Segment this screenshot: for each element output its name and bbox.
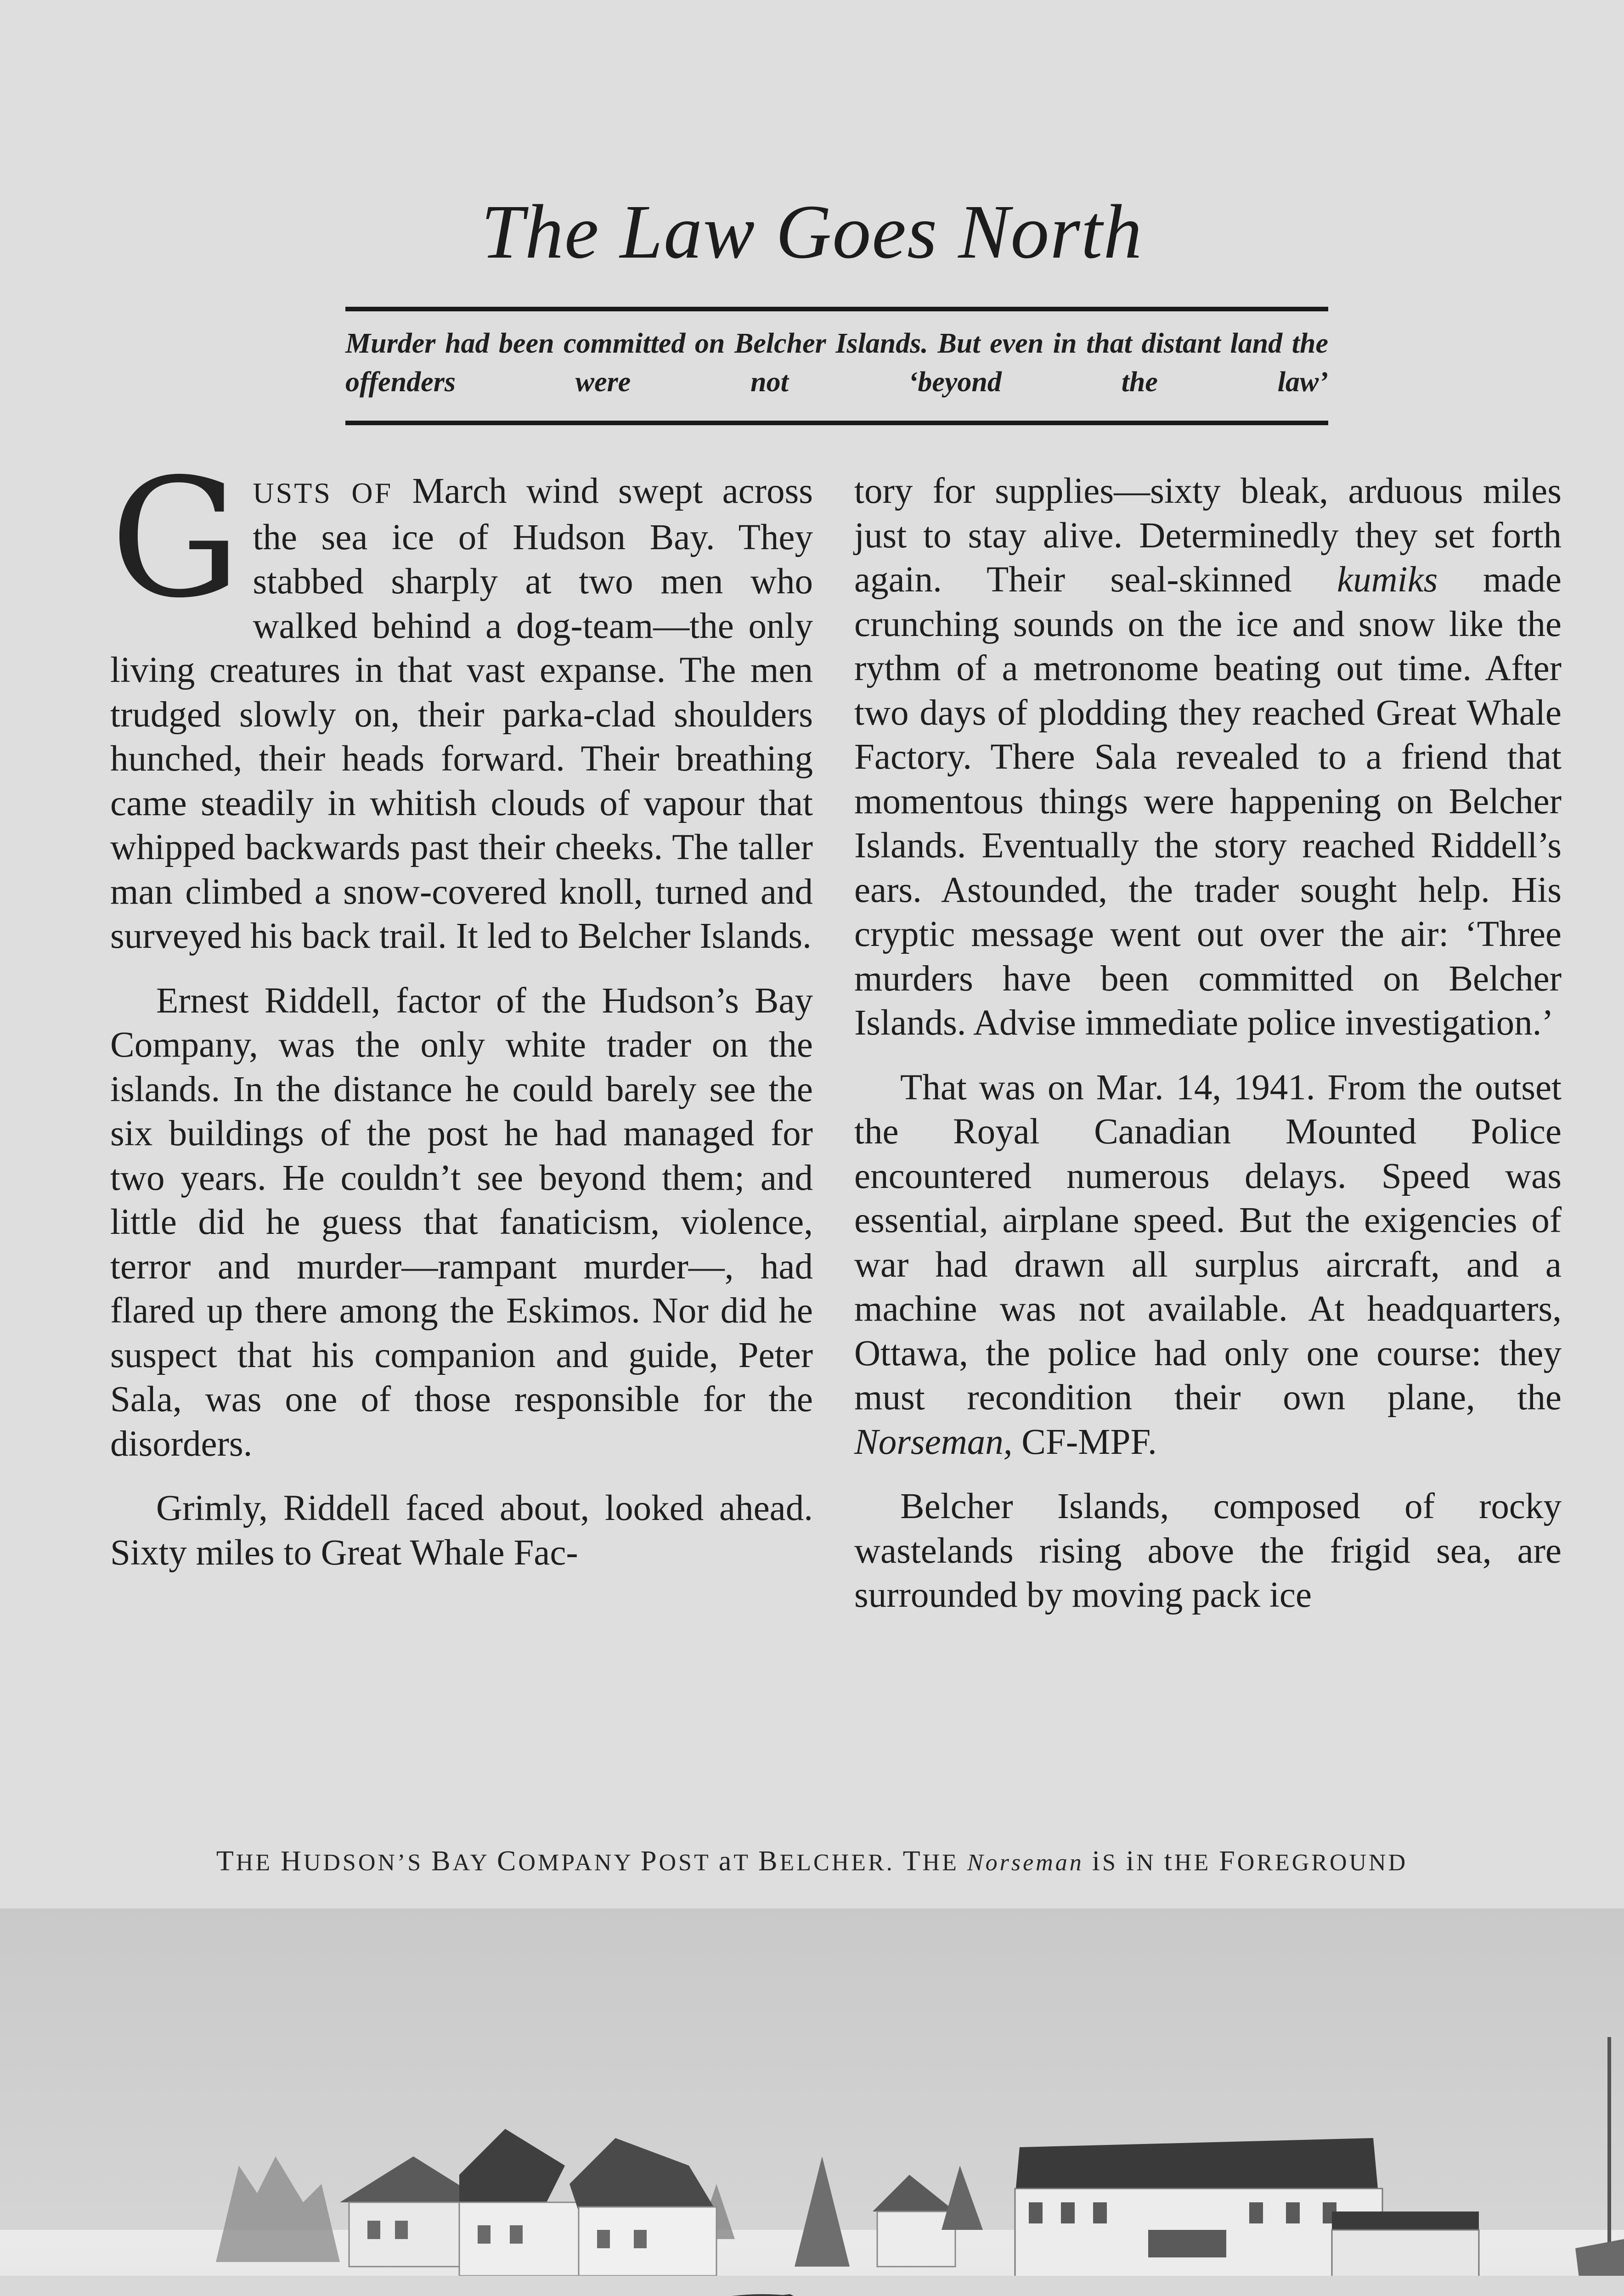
paragraph-4 (854, 469, 1562, 1046)
column-left (110, 444, 813, 1595)
paragraph-4-text-a: tory for supplies—sixty bleak, arduous miles just to stay alive. Determinedly they set forth again. Their seal-skinned (854, 471, 1562, 600)
paragraph-5-text-b: CF-MPF. (1012, 1422, 1157, 1462)
paragraph-5 (854, 1066, 1562, 1465)
article-title: The Law Goes North (481, 189, 1143, 275)
paragraph-2: Ernest Riddell, factor of the Hudson’s Bay Company, was the only white trader on the islands. In the distance he could barely see the six buildings of the post he had managed for two years. He couldn’t see beyond them; and little did he guess that fanaticism, violence, terror and murder—rampant murder—, had flared up there among the Eskimos. Nor did he suspect that his companion and guide, Peter Sala, was one of those responsible for the disorders. (110, 980, 813, 1464)
article-subtitle: Murder had been committed on Belcher Islands. But even in that distant land the offenders were not ‘beyond the law’ (345, 328, 1328, 398)
photo-caption (0, 1845, 1624, 1878)
paragraph-5-text-a: That was on Mar. 14, 1941. From the outset the Royal Canadian Mounted Police encountered numerous delays. Speed was essential, airplane speed. But the exigencies of war had drawn all surplus aircraft, and a machine was not available. At headquarters, Ottawa, the police had only one course: they must recondition their own plane, the (854, 1067, 1562, 1418)
post-photograph (0, 1908, 1624, 2296)
paragraph-6: Belcher Islands, composed of rocky wastelands rising above the frigid sea, are surrounded by moving pack ice (854, 1486, 1562, 1615)
caption-text-b: iS iN tHE FOREGROUND (1092, 1846, 1408, 1877)
paragraph-3: Grimly, Riddell faced about, looked ahead. Sixty miles to Great Whale Fac- (110, 1488, 813, 1573)
paragraph-5-italic: Norseman, (854, 1422, 1013, 1462)
column-right (854, 469, 1562, 1638)
paragraph-1-text: March wind swept across the sea ice of Hudson Bay. They stabbed sharply at two men who walked behind a dog-team—the only living creatures in that vast expanse. The men trudged slowly on, their parka-clad shoulders hunched, their heads forward. Their breathing came steadily in whitish clouds of vapour that whipped backwards past their cheeks. The taller man climbed a snow-covered knoll, turned and surveyed his back trail. It led to Belcher Islands. (110, 471, 813, 956)
drop-cap: G (110, 444, 241, 634)
caption-text-a: THE HUDSON’S BAY COMPANY POST aT BELCHER. THE (216, 1846, 959, 1877)
lead-smallcaps: USTS OF (253, 477, 393, 509)
paragraph-4-text-b: made crunching sounds on the ice and snow like the rythm of a metronome beating out time. After two days of plodding they reached Great Whale Factory. There Sala revealed to a friend that momentous things were happening on Belcher Islands. Eventually the story reached Riddell’s ears. Astounded, the trader sought help. His cryptic message went out over the air: ‘Three murders have been committed on Belcher Islands. Advise immediate police investigation.’ (854, 560, 1562, 1043)
photo-illustration (0, 1908, 1624, 2296)
title-rule-top (345, 307, 1328, 311)
paragraph-1 (110, 444, 813, 959)
caption-italic: Norseman (967, 1850, 1084, 1876)
title-rule-bottom (345, 421, 1328, 425)
paragraph-4-italic: kumiks (1337, 560, 1438, 600)
